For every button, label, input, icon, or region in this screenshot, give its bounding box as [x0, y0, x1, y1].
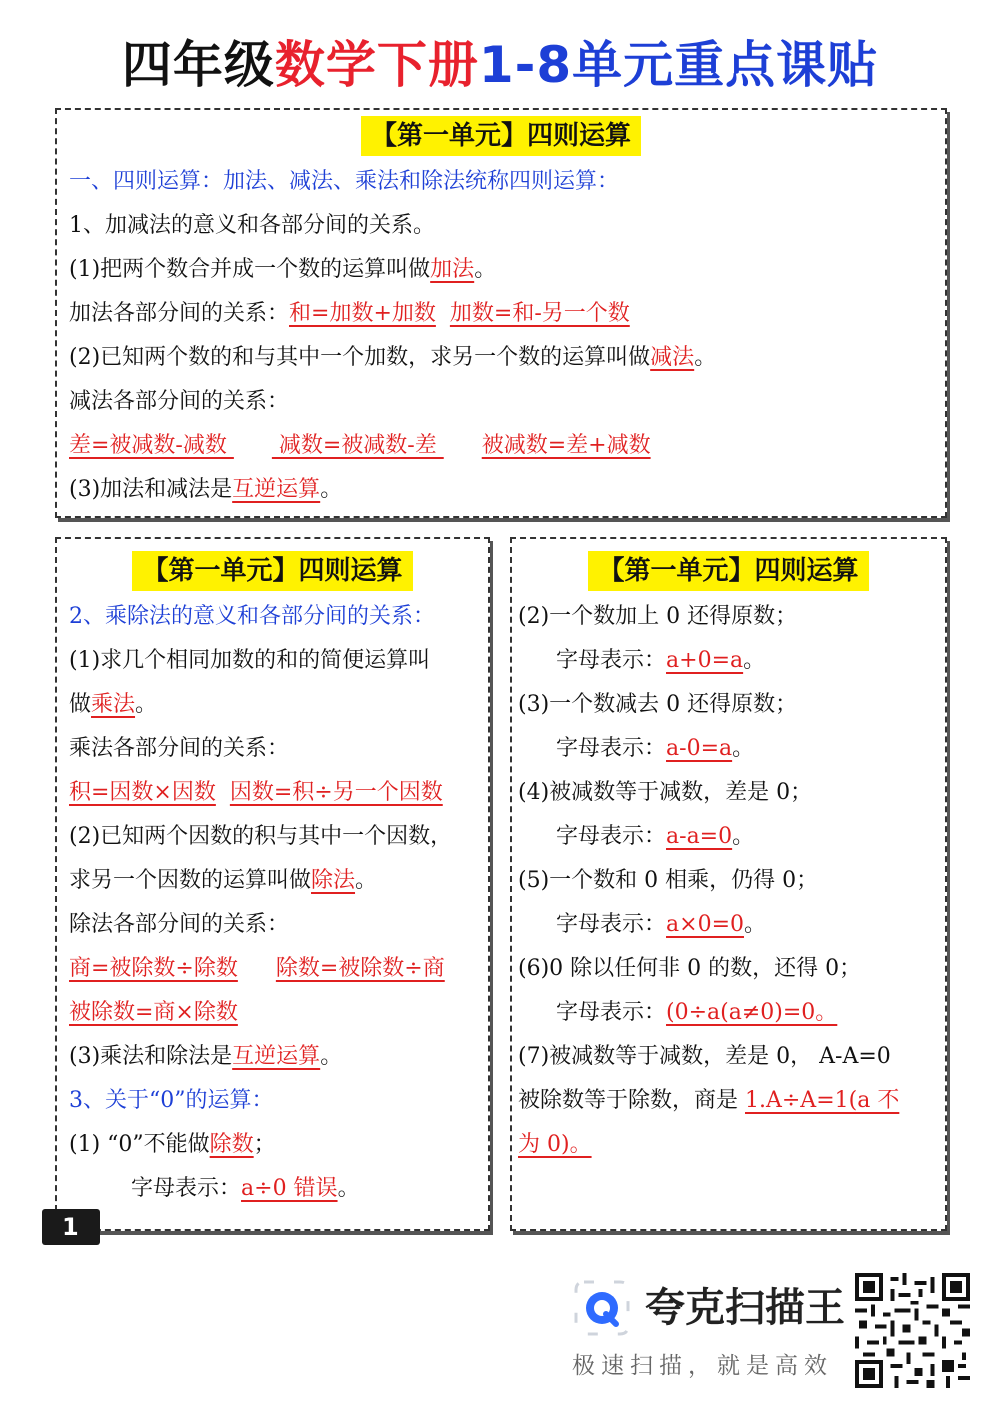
answer-blank: 积=因数×因数	[69, 780, 216, 805]
text-line	[57, 771, 488, 815]
text-line	[57, 991, 488, 1035]
text-line	[57, 1167, 488, 1211]
answer-blank: a+0=a	[666, 648, 744, 673]
text-span: 做	[69, 692, 92, 717]
text-span: (1)把两个数合并成一个数的运算叫做	[69, 257, 431, 282]
text-span: 求另一个因数的运算叫做	[69, 868, 312, 893]
text-line: (5)一个数和 0 相乘，仍得 0；	[518, 868, 819, 893]
answer-blank: (0÷a(a≠0)=0。	[666, 1000, 838, 1025]
text-span: 字母表示：	[556, 912, 667, 937]
unit1-panel-top	[55, 108, 947, 518]
answer-blank: 除数=被除数÷商	[275, 956, 445, 981]
answer-blank: 减法	[650, 345, 695, 370]
text-line	[57, 468, 945, 512]
panel-header	[57, 116, 945, 160]
section-heading: 一、四则运算：加法、减法、乘法和除法统称四则运算：	[69, 169, 620, 194]
text-line	[512, 1123, 945, 1167]
answer-blank: 1.A÷A=1(a 不	[745, 1088, 900, 1113]
text-span: 。	[320, 477, 343, 502]
text-line	[512, 903, 945, 947]
text-line: 除法各部分间的关系：	[69, 912, 290, 937]
text-span: 。	[743, 648, 766, 673]
text-span: 。	[355, 868, 378, 893]
text-span: 。	[694, 345, 717, 370]
text-line	[57, 424, 945, 468]
qr-code-icon	[855, 1273, 970, 1388]
text-line	[57, 336, 945, 380]
unit1-panel-right	[510, 537, 947, 1231]
text-line: (2)一个数加上 0 还得原数；	[518, 604, 798, 629]
answer-blank: a-a=0	[666, 824, 733, 849]
text-line	[57, 248, 945, 292]
title-grade: 四年级	[121, 36, 275, 94]
text-span: 。	[474, 257, 497, 282]
text-line	[57, 1035, 488, 1079]
text-line: 1、加减法的意义和各部分间的关系。	[69, 213, 435, 238]
panel-header	[512, 551, 945, 595]
text-span: 。	[732, 736, 755, 761]
text-line	[512, 727, 945, 771]
text-line: 减法各部分间的关系：	[69, 389, 290, 414]
brand-name: 夸克扫描王	[645, 1285, 845, 1331]
text-span: 加法各部分间的关系：	[69, 301, 290, 326]
text-line	[512, 815, 945, 859]
answer-blank: a-0=a	[666, 736, 733, 761]
text-span: ；	[253, 1132, 276, 1157]
answer-blank: 互逆运算	[232, 1044, 321, 1069]
text-line	[57, 1123, 488, 1167]
brand-slogan: 极速扫描，就是高效	[572, 1353, 833, 1379]
title-units: 1-8单元重点课贴	[478, 36, 879, 94]
answer-blank: 被减数=差+减数	[481, 433, 651, 458]
answer-blank: 除法	[311, 868, 356, 893]
text-line	[512, 639, 945, 683]
text-span: 。	[744, 912, 767, 937]
answer-blank: 和=加数+加数	[289, 301, 436, 326]
text-line: (1)求几个相同加数的和的简便运算叫	[69, 648, 431, 673]
answer-blank: 商=被除数÷除数	[69, 956, 238, 981]
text-span: (3)加法和减法是	[69, 477, 233, 502]
title-subject: 数学下册	[274, 36, 479, 94]
text-span: 。	[337, 1176, 360, 1201]
answer-blank: 加法	[430, 257, 475, 282]
text-line	[512, 1079, 945, 1123]
panel-header-label: 【第一单元】四则运算	[132, 551, 412, 591]
answer-blank: 除数	[209, 1132, 254, 1157]
answer-blank: 为 0)。	[518, 1132, 592, 1157]
answer-blank: 被除数=商×除数	[69, 1000, 238, 1025]
section-heading: 2、乘除法的意义和各部分间的关系：	[69, 604, 435, 629]
text-span: 被除数等于除数，商是	[518, 1088, 745, 1113]
text-span: (1) “0”不能做	[69, 1132, 210, 1157]
text-line	[57, 947, 488, 991]
text-span: 。	[135, 692, 158, 717]
text-span: 字母表示：	[131, 1176, 242, 1201]
text-span: 字母表示：	[556, 824, 667, 849]
page-number-badge: 1	[42, 1209, 100, 1245]
text-span: (2)已知两个数的和与其中一个加数，求另一个数的运算叫做	[69, 345, 651, 370]
text-line: (3)一个数减去 0 还得原数；	[518, 692, 798, 717]
text-line: 乘法各部分间的关系：	[69, 736, 290, 761]
quark-logo-icon	[572, 1278, 632, 1338]
answer-blank: 乘法	[91, 692, 136, 717]
text-line: (7)被减数等于减数，差是 0， A-A=0	[518, 1044, 891, 1069]
panel-header	[57, 551, 488, 595]
panel-header-label: 【第一单元】四则运算	[588, 551, 868, 591]
answer-blank: 互逆运算	[232, 477, 321, 502]
answer-blank: a×0=0	[666, 912, 744, 937]
text-line	[57, 292, 945, 336]
answer-blank: a÷0 错误	[241, 1176, 338, 1201]
text-line: (6)0 除以任何非 0 的数，还得 0；	[518, 956, 862, 981]
answer-blank: 加数=和-另一个数	[449, 301, 630, 326]
answer-blank: 差=被减数-减数	[69, 433, 234, 458]
section-heading: 3、关于“0”的运算：	[69, 1088, 274, 1113]
text-span: 。	[320, 1044, 343, 1069]
text-line	[57, 683, 488, 727]
text-line	[512, 991, 945, 1035]
unit1-panel-left	[55, 537, 490, 1231]
answer-blank: 因数=积÷另一个因数	[229, 780, 443, 805]
text-span: 字母表示：	[556, 1000, 667, 1025]
text-span: 。	[732, 824, 755, 849]
text-line	[57, 859, 488, 903]
text-line: (4)被减数等于减数，差是 0；	[518, 780, 813, 805]
answer-blank: 减数=被减数-差	[271, 433, 444, 458]
text-span: 字母表示：	[556, 736, 667, 761]
panel-header-label: 【第一单元】四则运算	[361, 116, 641, 156]
text-line: (2)已知两个因数的积与其中一个因数，	[69, 824, 453, 849]
text-span: 字母表示：	[556, 648, 667, 673]
text-span: (3)乘法和除法是	[69, 1044, 233, 1069]
page-title	[0, 30, 1000, 100]
